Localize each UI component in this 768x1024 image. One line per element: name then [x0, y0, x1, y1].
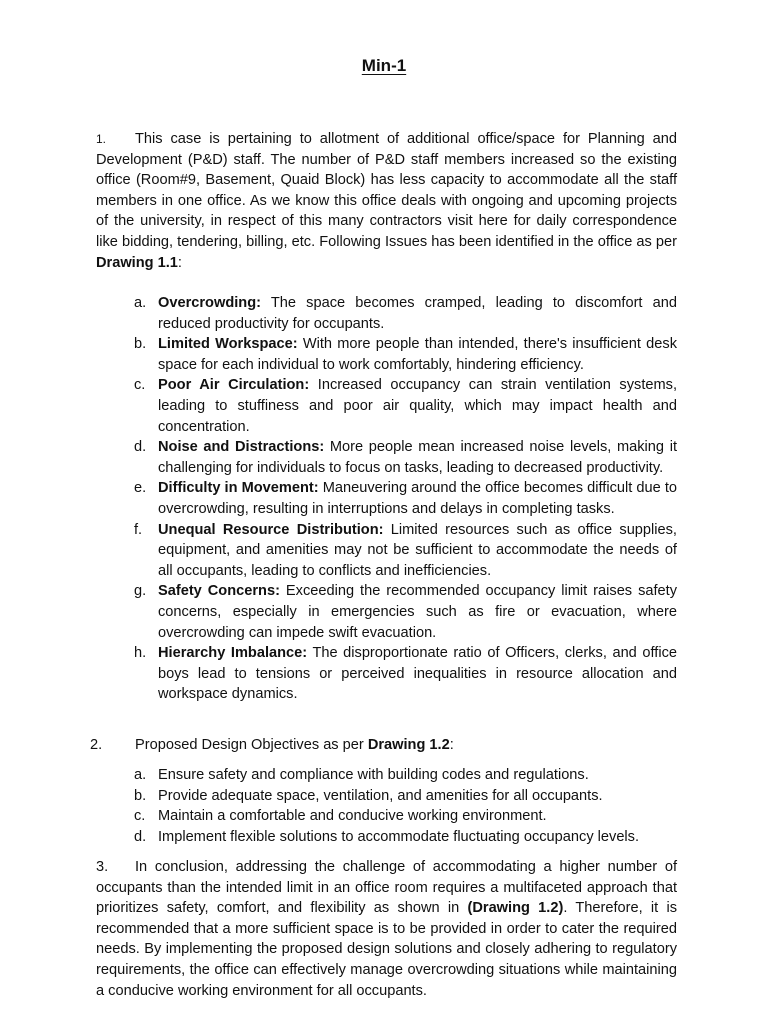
list-item [134, 786, 677, 807]
paragraph-3 [96, 857, 677, 1001]
list-marker: b. [134, 336, 147, 353]
list-marker: c. [134, 808, 146, 825]
punctuation: : [177, 254, 182, 271]
paragraph-text: Proposed Design Objectives as per [135, 737, 368, 753]
issue-heading: Poor Air Circulation: [158, 377, 310, 394]
paragraph-2 [90, 735, 680, 756]
list-marker: b. [134, 787, 147, 804]
list-marker: f. [134, 521, 143, 538]
list-item [134, 334, 677, 375]
paragraph-text: In conclusion, addressing the challenge of accommodating a higher number of occupants than the intended limit in an office room requires a multifaceted approach that prioritizes safety, comfort, and flexibility as shown in [96, 859, 677, 917]
list-marker: h. [134, 645, 147, 662]
issue-text: The disproportionate ratio of Officers, clerks, and office boys lead to tensions or perceived inequalities in resource allocation and workspace dynamics. [158, 645, 677, 703]
drawing-reference: Drawing 1.1 [96, 254, 178, 271]
list-item [134, 437, 677, 478]
issue-heading: Overcrowding: [158, 295, 261, 311]
paragraph-number: 2. [90, 737, 103, 753]
list-marker: c. [134, 377, 146, 394]
issue-text: More people mean increased noise levels, making it challenging for individuals to focus on tasks, leading to decreased productivity. [158, 439, 677, 476]
list-marker: a. [134, 295, 147, 311]
issue-text: Increased occupancy can strain ventilation systems, leading to stuffiness and poor air quality, which may impact health and concentration. [158, 377, 677, 435]
list-item [134, 293, 677, 334]
issue-heading: Unequal Resource Distribution: [158, 521, 384, 538]
paragraph-text: This case is pertaining to allotment of additional office/space for Planning and Development (P&D) staff. The number of P&D staff members increased so the existing office (Room#9, Basement, Quaid Block) has less capacity to accommodate all the staff members in one office. As we know this office deals with ongoing and upcoming projects of the university, in respect of this many contractors visit here for daily correspondence like bidding, tendering, billing, etc. Following Issues has been identified in the office as per [96, 131, 677, 250]
list-item [134, 478, 677, 519]
list-item [134, 520, 677, 582]
list-item [134, 806, 677, 827]
punctuation: : [449, 737, 454, 753]
page-title: Min-1 [361, 56, 407, 75]
list-item [134, 643, 677, 705]
issue-text: The space becomes cramped, leading to discomfort and reduced productivity for occupants. [158, 295, 677, 332]
list-item [134, 827, 677, 848]
drawing-reference: Drawing 1.2 [367, 737, 450, 753]
issue-heading: Limited Workspace: [158, 336, 298, 353]
issue-heading: Noise and Distractions: [158, 439, 325, 456]
list-marker: d. [134, 439, 147, 456]
paragraph-text: . Therefore, it is recommended that a more sufficient space is to be provided in order to cater the required needs. By implementing the proposed design solutions and closely adhering to regulatory requirements, the office can effectively manage overcrowding situations while maintaining a conducive working environment for all occupants. [96, 900, 677, 999]
paragraph-1 [96, 129, 677, 273]
issue-heading: Difficulty in Movement: [158, 480, 319, 497]
issue-heading: Safety Concerns: [158, 583, 280, 600]
issue-text: Maneuvering around the office becomes difficult due to overcrowding, resulting in interruptions and delays in completing tasks. [158, 480, 677, 517]
list-marker: d. [134, 828, 147, 845]
issue-text: Limited resources such as office supplies, equipment, and amenities may not be sufficient to accommodate the needs of all occupants, leading to conflicts and inefficiencies. [158, 521, 677, 579]
objective-text: Maintain a comfortable and conducive working environment. [158, 808, 547, 825]
paragraph-number: 1. [96, 132, 107, 146]
list-item [134, 765, 677, 786]
list-marker: g. [134, 583, 147, 600]
list-marker: e. [134, 480, 147, 497]
objectives-list [134, 765, 677, 847]
objective-text: Provide adequate space, ventilation, and amenities for all occupants. [158, 787, 603, 804]
drawing-reference: (Drawing 1.2) [467, 900, 564, 917]
issue-heading: Hierarchy Imbalance: [158, 645, 308, 662]
objective-text: Implement flexible solutions to accommodate fluctuating occupancy levels. [158, 828, 640, 845]
issues-list [134, 293, 677, 705]
issue-text: Exceeding the recommended occupancy limit raises safety concerns, especially in emergencies such as fire or evacuation, where overcrowding can impede swift evacuation. [158, 583, 678, 641]
issue-text: With more people than intended, there's insufficient desk space for each individual to work comfortably, hindering efficiency. [158, 336, 678, 373]
list-marker: a. [134, 767, 147, 783]
objective-text: Ensure safety and compliance with building codes and regulations. [158, 767, 589, 783]
paragraph-number: 3. [96, 859, 109, 875]
list-item [134, 375, 677, 437]
list-item [134, 581, 677, 643]
